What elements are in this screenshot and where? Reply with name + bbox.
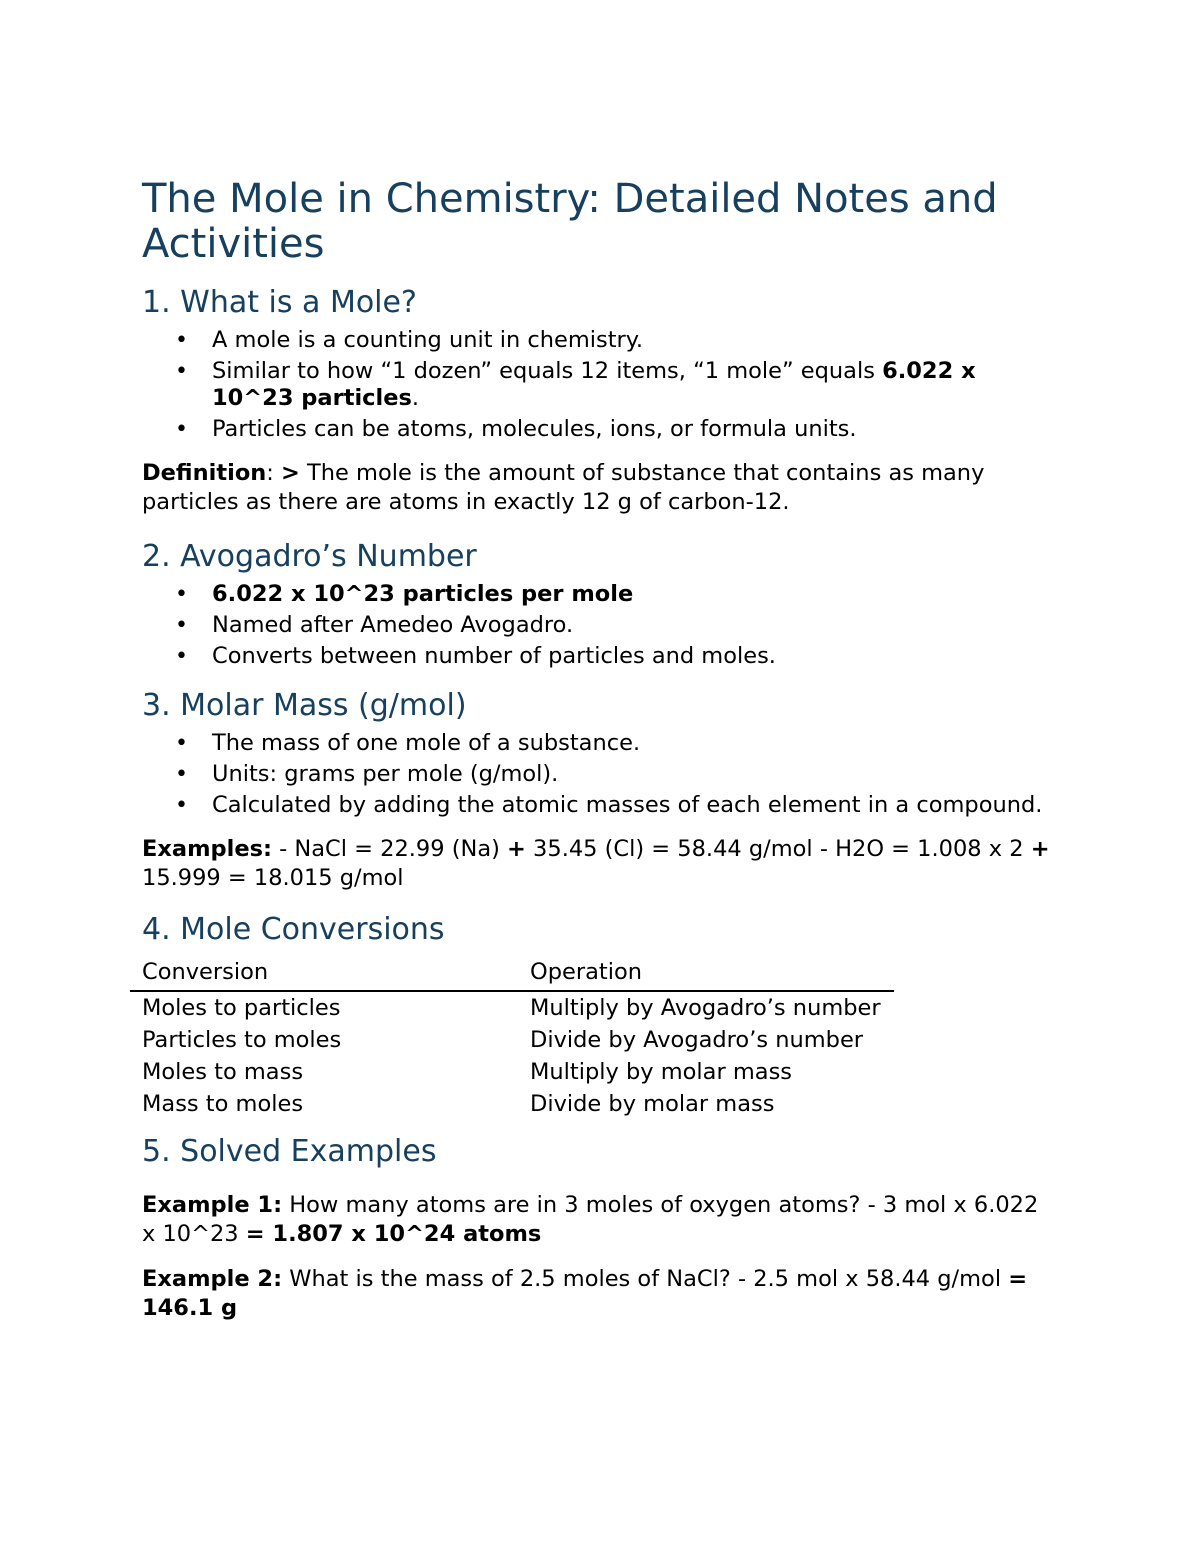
list-item: • Calculated by adding the atomic masses of each element in a compound. [175,792,1043,818]
list-item: • Named after Amedeo Avogadro. [175,612,574,638]
table-cell: Multiply by molar mass [530,1059,793,1085]
table-header-row [130,956,894,991]
table-cell: Particles to moles [142,1027,342,1053]
bullet-icon: • [175,731,188,756]
bullet-icon: • [175,613,188,638]
page-title: The Mole in Chemistry: Detailed Notes and Activities [142,176,998,267]
example-1-answer: = 1.807 x 10^24 atoms [245,1221,542,1247]
table-cell: Divide by molar mass [530,1091,775,1117]
list-item: • The mass of one mole of a substance. [175,730,641,756]
definition-paragraph: Definition: > The mole is the amount of substance that contains as many particles as there are atoms in exactly 12 g of carbon-12. [142,460,985,515]
list-item: • 6.022 x 10^23 particles per mole [175,581,634,607]
table-row [130,1056,894,1088]
section-heading-solved-examples: 5. Solved Examples [142,1134,437,1169]
example-2-answer: = 146.1 g [142,1266,1028,1321]
bullet-icon: • [175,582,188,607]
table-row [130,1024,894,1056]
column-header-conversion: Conversion [130,956,518,991]
list-item: • Particles can be atoms, molecules, ions, or formula units. [175,416,857,442]
table-cell: Multiply by Avogadro’s number [530,995,881,1021]
section-heading-avogadros-number: 2. Avogadro’s Number [142,539,477,574]
list-item: • A mole is a counting unit in chemistry. [175,327,644,353]
example-2-label: Example 2: [142,1266,283,1292]
list-item: • Units: grams per mole (g/mol). [175,761,559,787]
bullet-icon: • [175,793,188,818]
example-1-paragraph: Example 1: How many atoms are in 3 moles of oxygen atoms? - 3 mol x 6.022 x 10^23 = 1.807 x 10^24 atoms [142,1192,1039,1247]
column-header-operation: Operation [518,956,894,991]
table-cell: Divide by Avogadro’s number [530,1027,864,1053]
example-1-label: Example 1: [142,1192,283,1218]
table-row [130,991,894,1024]
bullet-icon: • [175,328,188,353]
list-item: • Similar to how “1 dozen” equals 12 items, “1 mole” equals 6.022 x 10^23 particles. [175,358,976,411]
example-2-paragraph: Example 2: What is the mass of 2.5 moles of NaCl? - 2.5 mol x 58.44 g/mol = 146.1 g [142,1266,1028,1321]
bullet-list [142,730,1058,819]
conversion-table [130,956,894,1120]
bullet-list [142,327,1058,443]
list-item: • Converts between number of particles and moles. [175,643,776,669]
examples-paragraph: Examples: - NaCl = 22.99 (Na) + 35.45 (Cl) = 58.44 g/mol - H2O = 1.008 x 2 + 15.999 = 18.015 g/mol [142,836,1050,891]
section-heading-mole-conversions: 4. Mole Conversions [142,912,445,947]
examples-label: Examples: [142,836,272,862]
bullet-icon: • [175,644,188,669]
bullet-icon: • [175,359,188,384]
table-cell: Moles to mass [142,1059,304,1085]
table-cell: Moles to particles [142,995,341,1021]
table-row [130,1088,894,1120]
bullet-list [142,581,1058,670]
section-heading-what-is-a-mole: 1. What is a Mole? [142,285,417,320]
section-heading-molar-mass: 3. Molar Mass (g/mol) [142,688,467,723]
bullet-icon: • [175,417,188,442]
table-cell: Mass to moles [142,1091,304,1117]
bullet-icon: • [175,762,188,787]
definition-label: Definition [142,460,267,486]
